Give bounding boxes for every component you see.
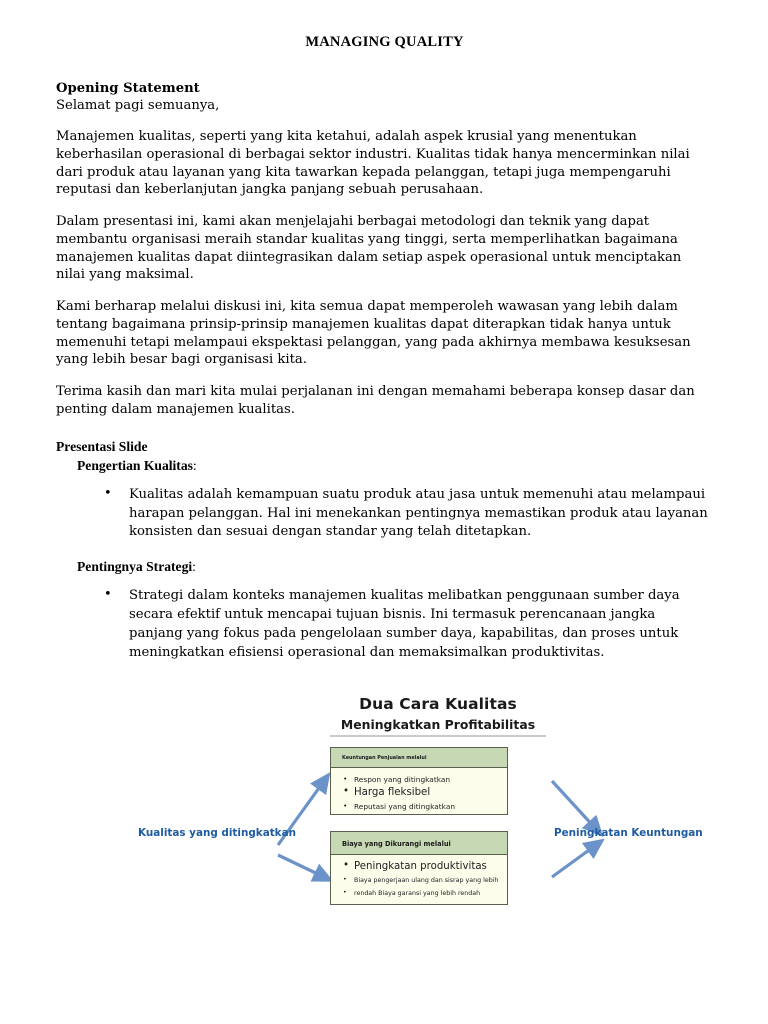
diagram-list-item: • Biaya pengerjaan ulang dan sisrap yang lebih xyxy=(343,874,503,887)
subheading-pengertian-kualitas xyxy=(77,458,713,474)
subheading-colon: : xyxy=(192,457,197,473)
diagram-dua-cara-kualitas xyxy=(138,695,738,925)
greeting-line: Selamat pagi semuanya, xyxy=(56,98,220,113)
diagram-box-list xyxy=(331,768,507,813)
list-item: • Kualitas adalah kemampuan suatu produk atau jasa untuk memenuhi atau melampaui harapan pelanggan. Hal ini menekankan pentingnya memastikan produk atau layanan konsisten dan sesuai dengan standar yang telah ditetapkan. xyxy=(104,486,713,543)
arrow-top-box-to-right xyxy=(552,781,596,829)
diagram-box-biaya-dikurangi xyxy=(330,831,508,905)
paragraph-3: Kami berharap melalui diskusi ini, kita semua dapat memperoleh wawasan yang lebih dalam tentang bagaimana prinsip-prinsip manajemen kualitas dapat diterapkan tidak hanya untuk memenuhi tetapi melampaui ekspektasi pelanggan, yang pada akhirnya membawa kesuksesan yang lebih besar bagi organisasi kita. xyxy=(56,299,691,368)
opening-statement-block xyxy=(56,81,713,419)
arrow-left-to-bottom-box xyxy=(278,855,324,877)
page-title: MANAGING QUALITY xyxy=(305,34,464,50)
arrow-bottom-box-to-right xyxy=(552,845,596,877)
diagram-list-item: • rendah Biaya garansi yang lebih rendah xyxy=(343,887,503,900)
diagram-label-left: Kualitas yang ditingkatkan xyxy=(138,826,296,839)
presentasi-slide-block xyxy=(56,439,713,663)
paragraph-2: Dalam presentasi ini, kami akan menjelajahi berbagai metodologi dan teknik yang dapat membantu organisasi meraih standar kualitas yang tinggi, serta memperlihatkan bagaimana manajemen kualitas dapat diintegrasikan dalam setiap aspek operasional untuk menciptakan nilai yang maksimal. xyxy=(56,214,682,283)
bullet-list-pengertian-kualitas xyxy=(56,486,713,543)
paragraph-1: Manajemen kualitas, seperti yang kita ketahui, adalah aspek krusial yang menentukan keberhasilan operasional di berbagai sektor industri. Kualitas tidak hanya mencerminkan nilai dari produk atau layanan yang kita tawarkan kepada pelanggan, tetapi juga mempengaruhi reputasi dan keberlanjutan jangka panjang sebuah perusahaan. xyxy=(56,129,690,198)
paragraph-4: Terima kasih dan mari kita mulai perjalanan ini dengan memahami beberapa konsep dasar dan penting dalam manajemen kualitas. xyxy=(56,384,695,417)
list-item: • Strategi dalam konteks manajemen kualitas melibatkan penggunaan sumber daya secara efektif untuk mencapai tujuan bisnis. Ini termasuk perencanaan jangka panjang yang fokus pada pengelolaan sumber daya, kapabilitas, dan proses untuk meningkatkan efisiensi operasional dan memaksimalkan produktivitas. xyxy=(104,587,713,663)
diagram-label-right: Peningkatan Keuntungan xyxy=(554,826,703,839)
presentasi-slide-heading: Presentasi Slide xyxy=(56,438,148,454)
diagram-box-list xyxy=(331,855,507,900)
diagram-box-keuntungan-penjualan xyxy=(330,747,508,815)
opening-statement-heading: Opening Statement xyxy=(56,81,200,96)
diagram-list-item: • Reputasi yang ditingkatkan xyxy=(343,800,503,813)
diagram-subtitle: Meningkatkan Profitabilitas xyxy=(340,716,536,732)
diagram-list-item: • Peningkatan produktivitas xyxy=(343,860,503,874)
subheading-pentingnya-strategi xyxy=(77,559,713,575)
bullet-list-pentingnya-strategi xyxy=(56,587,713,663)
subheading-colon: : xyxy=(192,559,196,575)
diagram-list-item: • Harga fleksibel xyxy=(343,786,503,800)
subheading-pengertian-kualitas-label: Pengertian Kualitas xyxy=(77,457,193,473)
diagram-list-item: • Respon yang ditingkatkan xyxy=(343,773,503,786)
diagram-title: Dua Cara Kualitas xyxy=(359,694,517,713)
diagram-box-header: Biaya yang Dikurangi melalui xyxy=(331,832,507,855)
subheading-pentingnya-strategi-label: Pentingnya Strategi xyxy=(77,559,193,575)
diagram-box-header: Keuntungan Penjualan melalui xyxy=(331,748,507,768)
